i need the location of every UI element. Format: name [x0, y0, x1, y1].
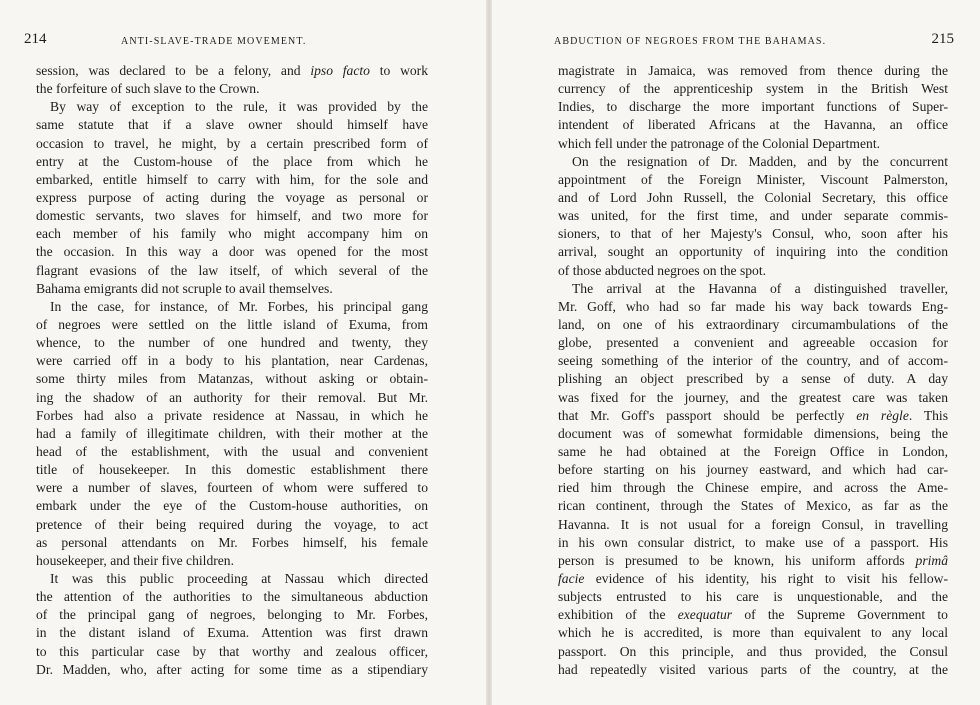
text-line [558, 370, 948, 388]
text-line [558, 243, 948, 261]
text-line [558, 135, 948, 153]
text-run: and of Lord John Russell, the Colonial Secretary, this office [558, 189, 948, 205]
text-run: document was of somewhat formidable dimensions, being the [558, 425, 948, 441]
text-run: as personal attendants on Mr. Forbes himself, his female [36, 534, 428, 550]
text-line [36, 243, 428, 261]
italic-text: primâ [915, 552, 948, 568]
text-run: each member of his family who might accompany him on [36, 226, 428, 242]
text-line [558, 479, 948, 497]
text-line [36, 135, 428, 153]
page-number: 214 [24, 31, 47, 47]
text-run: arrival, sought an opportunity of inquiring into the condition [558, 244, 948, 260]
text-run: in the distant island of Exuma. Attention was first drawn [36, 625, 428, 641]
text-line [558, 407, 948, 425]
text-run: in his own consular district, to make use of a passport. His [558, 534, 948, 550]
text-line [558, 98, 948, 116]
running-head: ABDUCTION OF NEGROES FROM THE BAHAMAS. [554, 36, 827, 47]
text-run: intendent of liberated Africans at the Havanna, an office [558, 117, 948, 133]
text-line [36, 570, 428, 588]
text-line [36, 171, 428, 189]
body-text [558, 62, 948, 679]
text-line [558, 624, 948, 642]
running-head: ANTI-SLAVE-TRADE MOVEMENT. [121, 36, 307, 47]
text-run: of those abducted negroes on the spot. [558, 262, 767, 278]
text-run: title of housekeeper. In this domestic establishment there [36, 462, 428, 478]
text-line [558, 606, 948, 624]
text-line [36, 316, 428, 334]
text-run: was fixed for the journey, and the greatest care was taken [558, 389, 948, 405]
italic-text: exequatur [677, 607, 733, 623]
text-run: were a number of slaves, fourteen of whom were suffered to [36, 480, 428, 496]
text-line [558, 461, 948, 479]
text-line [36, 153, 428, 171]
text-line [558, 425, 948, 443]
text-run: Bahama emigrants did not scruple to avail themselves. [36, 280, 333, 296]
text-line [558, 280, 948, 298]
text-run: domestic servants, two slaves for himself, and two more for [36, 208, 428, 224]
text-run: ried him through the Chinese empire, and across the Ame- [558, 480, 948, 496]
text-run: occasion to travel, he might, by a certain prescribed form of [36, 135, 428, 151]
text-run: The arrival at the Havanna of a distinguished traveller, [572, 280, 948, 296]
right-page [492, 0, 980, 705]
italic-text: en règle [856, 407, 909, 423]
text-run: plishing an object prescribed by a sense of duty. A day [558, 371, 948, 387]
text-run: Havanna. It is not usual for a foreign Consul, in travelling [558, 516, 948, 532]
text-run: head of the establishment, with the usual and convenient [36, 443, 428, 459]
text-line [36, 116, 428, 134]
text-line [36, 643, 428, 661]
left-page [0, 0, 486, 705]
text-line [36, 98, 428, 116]
text-run: were carried off in a body to his plantation, near Cardenas, [36, 353, 428, 369]
text-run: was united, for the first time, and under separate commis- [558, 208, 948, 224]
text-line [36, 534, 428, 552]
text-line [36, 425, 428, 443]
text-run: sioners, to that of her Majesty's Consul, who, soon after his [558, 226, 948, 242]
text-line [558, 80, 948, 98]
text-line [558, 334, 948, 352]
text-run: session, was declared to be a felony, and [36, 63, 311, 78]
text-run: embark under the eye of the Custom-house authorities, on [36, 498, 428, 514]
text-run: By way of exception to the rule, it was provided by the [50, 99, 428, 115]
text-line [36, 497, 428, 515]
text-run: Indies, to discharge the more important functions of Super- [558, 99, 948, 115]
text-line [36, 280, 428, 298]
text-line [558, 570, 948, 588]
text-run: the attention of the authorities to the simultaneous abduction [36, 589, 428, 605]
text-run: entry at the Custom-house of the place from which he [36, 153, 428, 169]
text-run: . This [908, 407, 949, 423]
text-run: Forbes had also a private residence at Nassau, in which he [36, 407, 428, 423]
text-run: to this particular case by that worthy and zealous officer, [36, 643, 428, 659]
text-line [558, 552, 948, 570]
text-run: land, on one of his extraordinary circumambulations of the [558, 316, 948, 332]
text-line [558, 516, 948, 534]
text-line [36, 479, 428, 497]
text-run: pretence of their being required during the voyage, to act [36, 516, 428, 532]
text-line [558, 153, 948, 171]
text-run: same he had obtained at the Foreign Office in London, [558, 443, 948, 459]
text-run: had repeatedly visited various parts of the country, at the [558, 661, 948, 677]
text-line [36, 552, 428, 570]
italic-text: facie [558, 570, 585, 586]
text-line [558, 534, 948, 552]
text-line [36, 516, 428, 534]
text-line [558, 298, 948, 316]
text-run: same statute that if a slave owner should himself have [36, 117, 428, 133]
text-line [36, 225, 428, 243]
text-line [36, 461, 428, 479]
text-run: before starting on his journey eastward, and which had car- [558, 462, 948, 478]
text-run: of negroes were settled on the little island of Exuma, from [36, 316, 428, 332]
right-page-header [554, 31, 954, 54]
text-run: currency of the apprenticeship system in the British West [558, 81, 948, 97]
text-line [558, 116, 948, 134]
text-line [36, 407, 428, 425]
text-run: evidence of his identity, his right to visit his fellow- [584, 570, 948, 586]
text-run: housekeeper, and their five children. [36, 552, 234, 568]
text-run: In the case, for instance, of Mr. Forbes, his principal gang [50, 298, 428, 314]
text-line [36, 334, 428, 352]
text-line [558, 643, 948, 661]
text-run: which he is accredited, is more than equivalent to any local [558, 625, 948, 641]
text-run: magistrate in Jamaica, was removed from thence during the [558, 63, 948, 78]
text-run: It was this public proceeding at Nassau which directed [50, 570, 428, 586]
text-line [558, 207, 948, 225]
text-line [36, 207, 428, 225]
text-run: of the Supreme Government to [732, 607, 948, 623]
text-run: had a family of illegitimate children, with their mother at the [36, 425, 428, 441]
text-line [36, 588, 428, 606]
text-run: express purpose of acting during the voyage as personal or [36, 189, 428, 205]
text-run: the occasion. In this way a door was opened for the most [36, 244, 428, 260]
body-text [36, 62, 428, 679]
text-run: Mr. Goff, who had so far made his way back towards Eng- [558, 298, 948, 314]
text-line [36, 62, 428, 80]
text-run: ing the shadow of an authority for their removal. But Mr. [36, 389, 428, 405]
text-line [36, 661, 428, 679]
text-run: subjects entrusted to his care is unquestionable, and the [558, 589, 948, 605]
text-line [558, 316, 948, 334]
text-run: exhibition of the [558, 607, 678, 623]
text-run: On the resignation of Dr. Madden, and by the concurrent [572, 153, 948, 169]
text-line [36, 352, 428, 370]
text-run: that Mr. Goff's passport should be perfectly [558, 407, 857, 423]
text-run: some thirty miles from Matanzas, without asking or obtain- [36, 371, 428, 387]
text-line [558, 171, 948, 189]
text-run: rican continent, through the States of Mexico, as far as the [558, 498, 948, 514]
text-run: Dr. Madden, who, after acting for some time as a stipendiary [36, 661, 428, 677]
text-line [36, 370, 428, 388]
italic-text: ipso facto [310, 63, 370, 78]
text-line [558, 588, 948, 606]
text-run: person is presumed to be known, his uniform affords [558, 552, 916, 568]
text-run: passport. On this principle, and thus provided, the Consul [558, 643, 948, 659]
text-run: the forfeiture of such slave to the Crown. [36, 81, 260, 97]
text-run: appointment of the Foreign Minister, Viscount Palmerston, [558, 171, 948, 187]
text-line [36, 389, 428, 407]
text-run: seeing something of the interior of the country, and of accom- [558, 353, 948, 369]
text-run: whence, to the number of one hundred and twenty, they [36, 335, 428, 351]
text-run: flagrant evasions of the law itself, of which several of the [36, 262, 428, 278]
text-line [558, 262, 948, 280]
text-line [36, 606, 428, 624]
text-line [36, 298, 428, 316]
text-line [558, 189, 948, 207]
text-run: to work [369, 63, 429, 78]
text-line [36, 262, 428, 280]
text-line [558, 497, 948, 515]
text-line [558, 389, 948, 407]
page-number: 215 [931, 31, 954, 47]
text-run: of the principal gang of negroes, belonging to Mr. Forbes, [36, 607, 428, 623]
text-run: which fell under the patronage of the Colonial Department. [558, 135, 880, 151]
text-line [36, 443, 428, 461]
text-line [36, 624, 428, 642]
text-line [36, 189, 428, 207]
left-page-header [24, 31, 452, 54]
text-run: embarked, entitle himself to carry with him, for the sole and [36, 171, 428, 187]
text-line [558, 443, 948, 461]
text-line [36, 80, 428, 98]
text-run: globe, presented a convenient and agreeable occasion for [558, 335, 948, 351]
text-line [558, 352, 948, 370]
text-line [558, 661, 948, 679]
text-line [558, 225, 948, 243]
text-line [558, 62, 948, 80]
